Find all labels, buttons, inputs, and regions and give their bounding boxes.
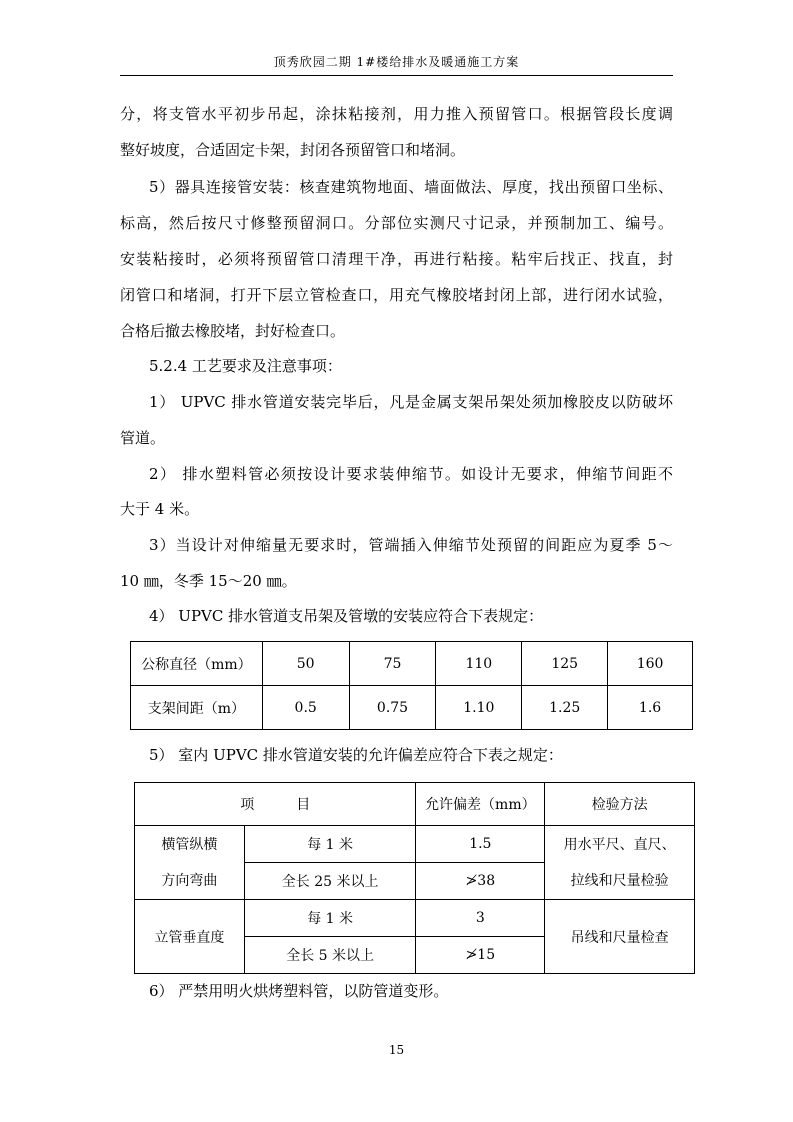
paragraph-line: 10 ㎜，冬季 15～20 ㎜。 xyxy=(120,572,297,590)
table-cell: 1.10 xyxy=(436,686,522,730)
table-cell: 立管垂直度 xyxy=(135,900,245,974)
table-cell: 1.5 xyxy=(416,826,545,863)
paragraph-line: 合格后撤去橡胶堵，封好检查口。 xyxy=(120,322,346,340)
table-cell: 75 xyxy=(349,642,436,686)
tolerance-table xyxy=(134,782,695,974)
paragraph-line: 闭管口和堵洞，打开下层立管检查口，用充气橡胶堵封闭上部，进行闭水试验， xyxy=(120,286,673,304)
page-number: 15 xyxy=(388,1043,405,1057)
cell-line: 拉线和尺量检验 xyxy=(570,872,669,889)
table-cell: 0.5 xyxy=(262,686,349,730)
paragraph-line: 管道。 xyxy=(120,429,166,447)
table-cell: 125 xyxy=(522,642,608,686)
paragraph-line: 整好坡度，合适固定卡架，封闭各预留管口和堵洞。 xyxy=(120,141,466,159)
paragraph-line: 分，将支管水平初步吊起，涂抹粘接剂，用力推入预留管口。根据管段长度调 xyxy=(120,105,673,123)
paragraph-line: 2） 排水塑料管必须按设计要求装伸缩节。如设计无要求，伸缩节间距不 xyxy=(149,465,673,483)
table-cell xyxy=(545,826,695,900)
table-cell: 50 xyxy=(262,642,349,686)
paragraph-line: 标高，然后按尺寸修整预留洞口。分部位实测尺寸记录，并预制加工、编号。 xyxy=(120,214,673,232)
table-cell: 每 1 米 xyxy=(244,826,416,863)
table-row xyxy=(131,642,693,686)
table-cell: 支架间距（m） xyxy=(131,686,263,730)
paragraph-line: 5） 室内 UPVC 排水管道安装的允许偏差应符合下表之规定： xyxy=(149,746,563,764)
table-cell: 1.6 xyxy=(608,686,693,730)
header-rule xyxy=(120,75,673,76)
table-cell: ≯38 xyxy=(416,863,545,900)
table-cell: ≯15 xyxy=(416,937,545,974)
paragraph-line: 大于 4 米。 xyxy=(120,500,200,518)
table-cell: 吊线和尺量检查 xyxy=(545,900,695,974)
page-header: 顶秀欣园二期 1#楼给排水及暖通施工方案 xyxy=(273,55,520,69)
table-row xyxy=(135,826,695,863)
cell-line: 用水平尺、直尺、 xyxy=(563,836,676,853)
table-cell: 每 1 米 xyxy=(244,900,416,937)
table-cell: 0.75 xyxy=(349,686,436,730)
table-header-cell: 检验方法 xyxy=(545,783,695,826)
table-row xyxy=(135,783,695,826)
table-cell: 全长 25 米以上 xyxy=(244,863,416,900)
paragraph-line: 安装粘接时，必须将预留管口清理干净，再进行粘接。粘牢后找正、找直，封 xyxy=(120,250,673,268)
table-header-cell: 允许偏差（mm） xyxy=(416,783,545,826)
table-cell: 110 xyxy=(436,642,522,686)
section-heading: 5.2.4 工艺要求及注意事项： xyxy=(149,357,342,375)
table-row xyxy=(135,900,695,937)
support-spacing-table xyxy=(130,641,693,730)
table-cell xyxy=(135,826,245,900)
paragraph-line: 1） UPVC 排水管道安装完毕后，凡是金属支架吊架处须加橡胶皮以防破坏 xyxy=(149,393,673,411)
paragraph-line: 3）当设计对伸缩量无要求时，管端插入伸缩节处预留的间距应为夏季 5～ xyxy=(149,536,673,554)
paragraph-line: 4） UPVC 排水管道支吊架及管墩的安装应符合下表规定： xyxy=(149,607,544,625)
table-cell: 3 xyxy=(416,900,545,937)
paragraph-line: 5）器具连接管安装：核查建筑物地面、墙面做法、厚度，找出预留口坐标、 xyxy=(149,178,673,196)
table-header-cell: 项 目 xyxy=(135,783,416,826)
table-cell: 全长 5 米以上 xyxy=(244,937,416,974)
paragraph-line: 6） 严禁用明火烘烤塑料管，以防管道变形。 xyxy=(149,982,449,1000)
table-row xyxy=(131,686,693,730)
cell-line: 方向弯曲 xyxy=(161,872,218,889)
table-cell: 1.25 xyxy=(522,686,608,730)
table-cell: 160 xyxy=(608,642,693,686)
cell-line: 横管纵横 xyxy=(161,836,218,853)
table-cell: 公称直径（mm） xyxy=(131,642,263,686)
